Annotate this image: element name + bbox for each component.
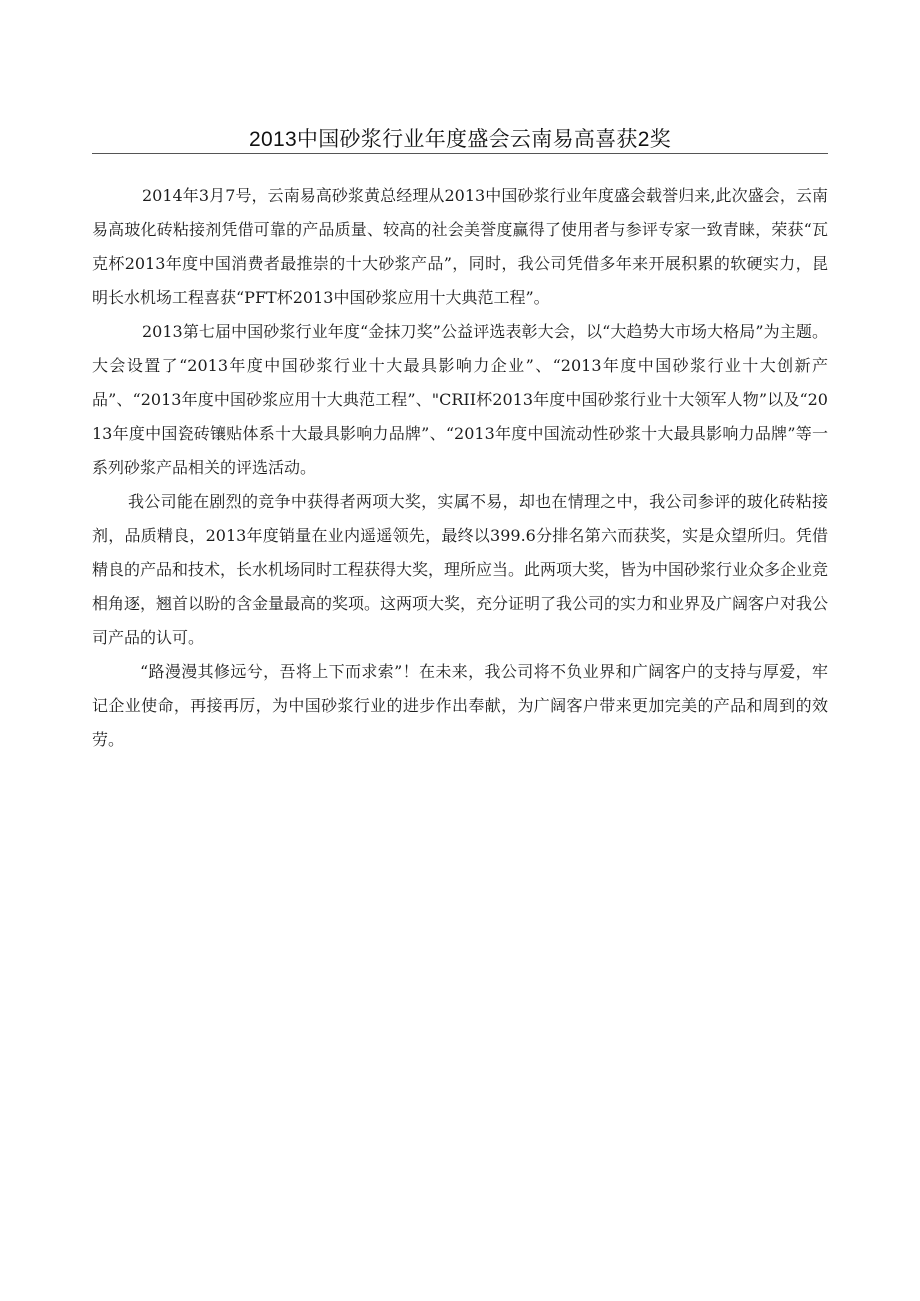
paragraph-1: 2014年3月7号，云南易高砂浆黄总经理从2013中国砂浆行业年度盛会载誉归来,此次盛会，云南易高玻化砖粘接剂凭借可靠的产品质量、较高的社会美誉度赢得了使用者与参评专家一致青睐，荣获“瓦克杯2013年度中国消费者最推崇的十大砂浆产品”，同时，我公司凭借多年来开展积累的软硬实力，昆明长水机场工程喜获“PFT杯2013中国砂浆应用十大典范工程”。: [92, 186, 828, 307]
article-body: [92, 179, 828, 757]
paragraph-3: 我公司能在剧烈的竞争中获得者两项大奖，实属不易，却也在情理之中，我公司参评的玻化砖粘接剂，品质精良，2013年度销量在业内遥遥领先，最终以399.6分排名第六而获奖，实是众望所归。凭借精良的产品和技术，长水机场同时工程获得大奖，理所应当。此两项大奖，皆为中国砂浆行业众多企业竞相角逐，翘首以盼的含金量最高的奖项。这两项大奖，充分证明了我公司的实力和业界及广阔客户对我公司产品的认可。: [92, 492, 829, 647]
document-title: 2013中国砂浆行业年度盛会云南易高喜获2奖: [249, 128, 671, 151]
title-underline: [92, 153, 828, 154]
paragraph-2: 2013第七届中国砂浆行业年度“金抹刀奖”公益评选表彰大会，以“大趋势大市场大格局”为主题。大会设置了“2013年度中国砂浆行业十大最具影响力企业”、“2013年度中国砂浆行业十大创新产品”、“2013年度中国砂浆应用十大典范工程”、"CRII杯2013年度中国砂浆行业十大领军人物”以及“2013年度中国瓷砖镶贴体系十大最具影响力品牌”、“2013年度中国流动性砂浆十大最具影响力品牌”等一系列砂浆产品相关的评选活动。: [92, 322, 828, 477]
paragraph-4: “路漫漫其修远兮，吾将上下而求索”！在未来，我公司将不负业界和广阔客户的支持与厚爱，牢记企业使命，再接再厉，为中国砂浆行业的进步作出奉献，为广阔客户带来更加完美的产品和周到的效劳。: [92, 662, 828, 749]
